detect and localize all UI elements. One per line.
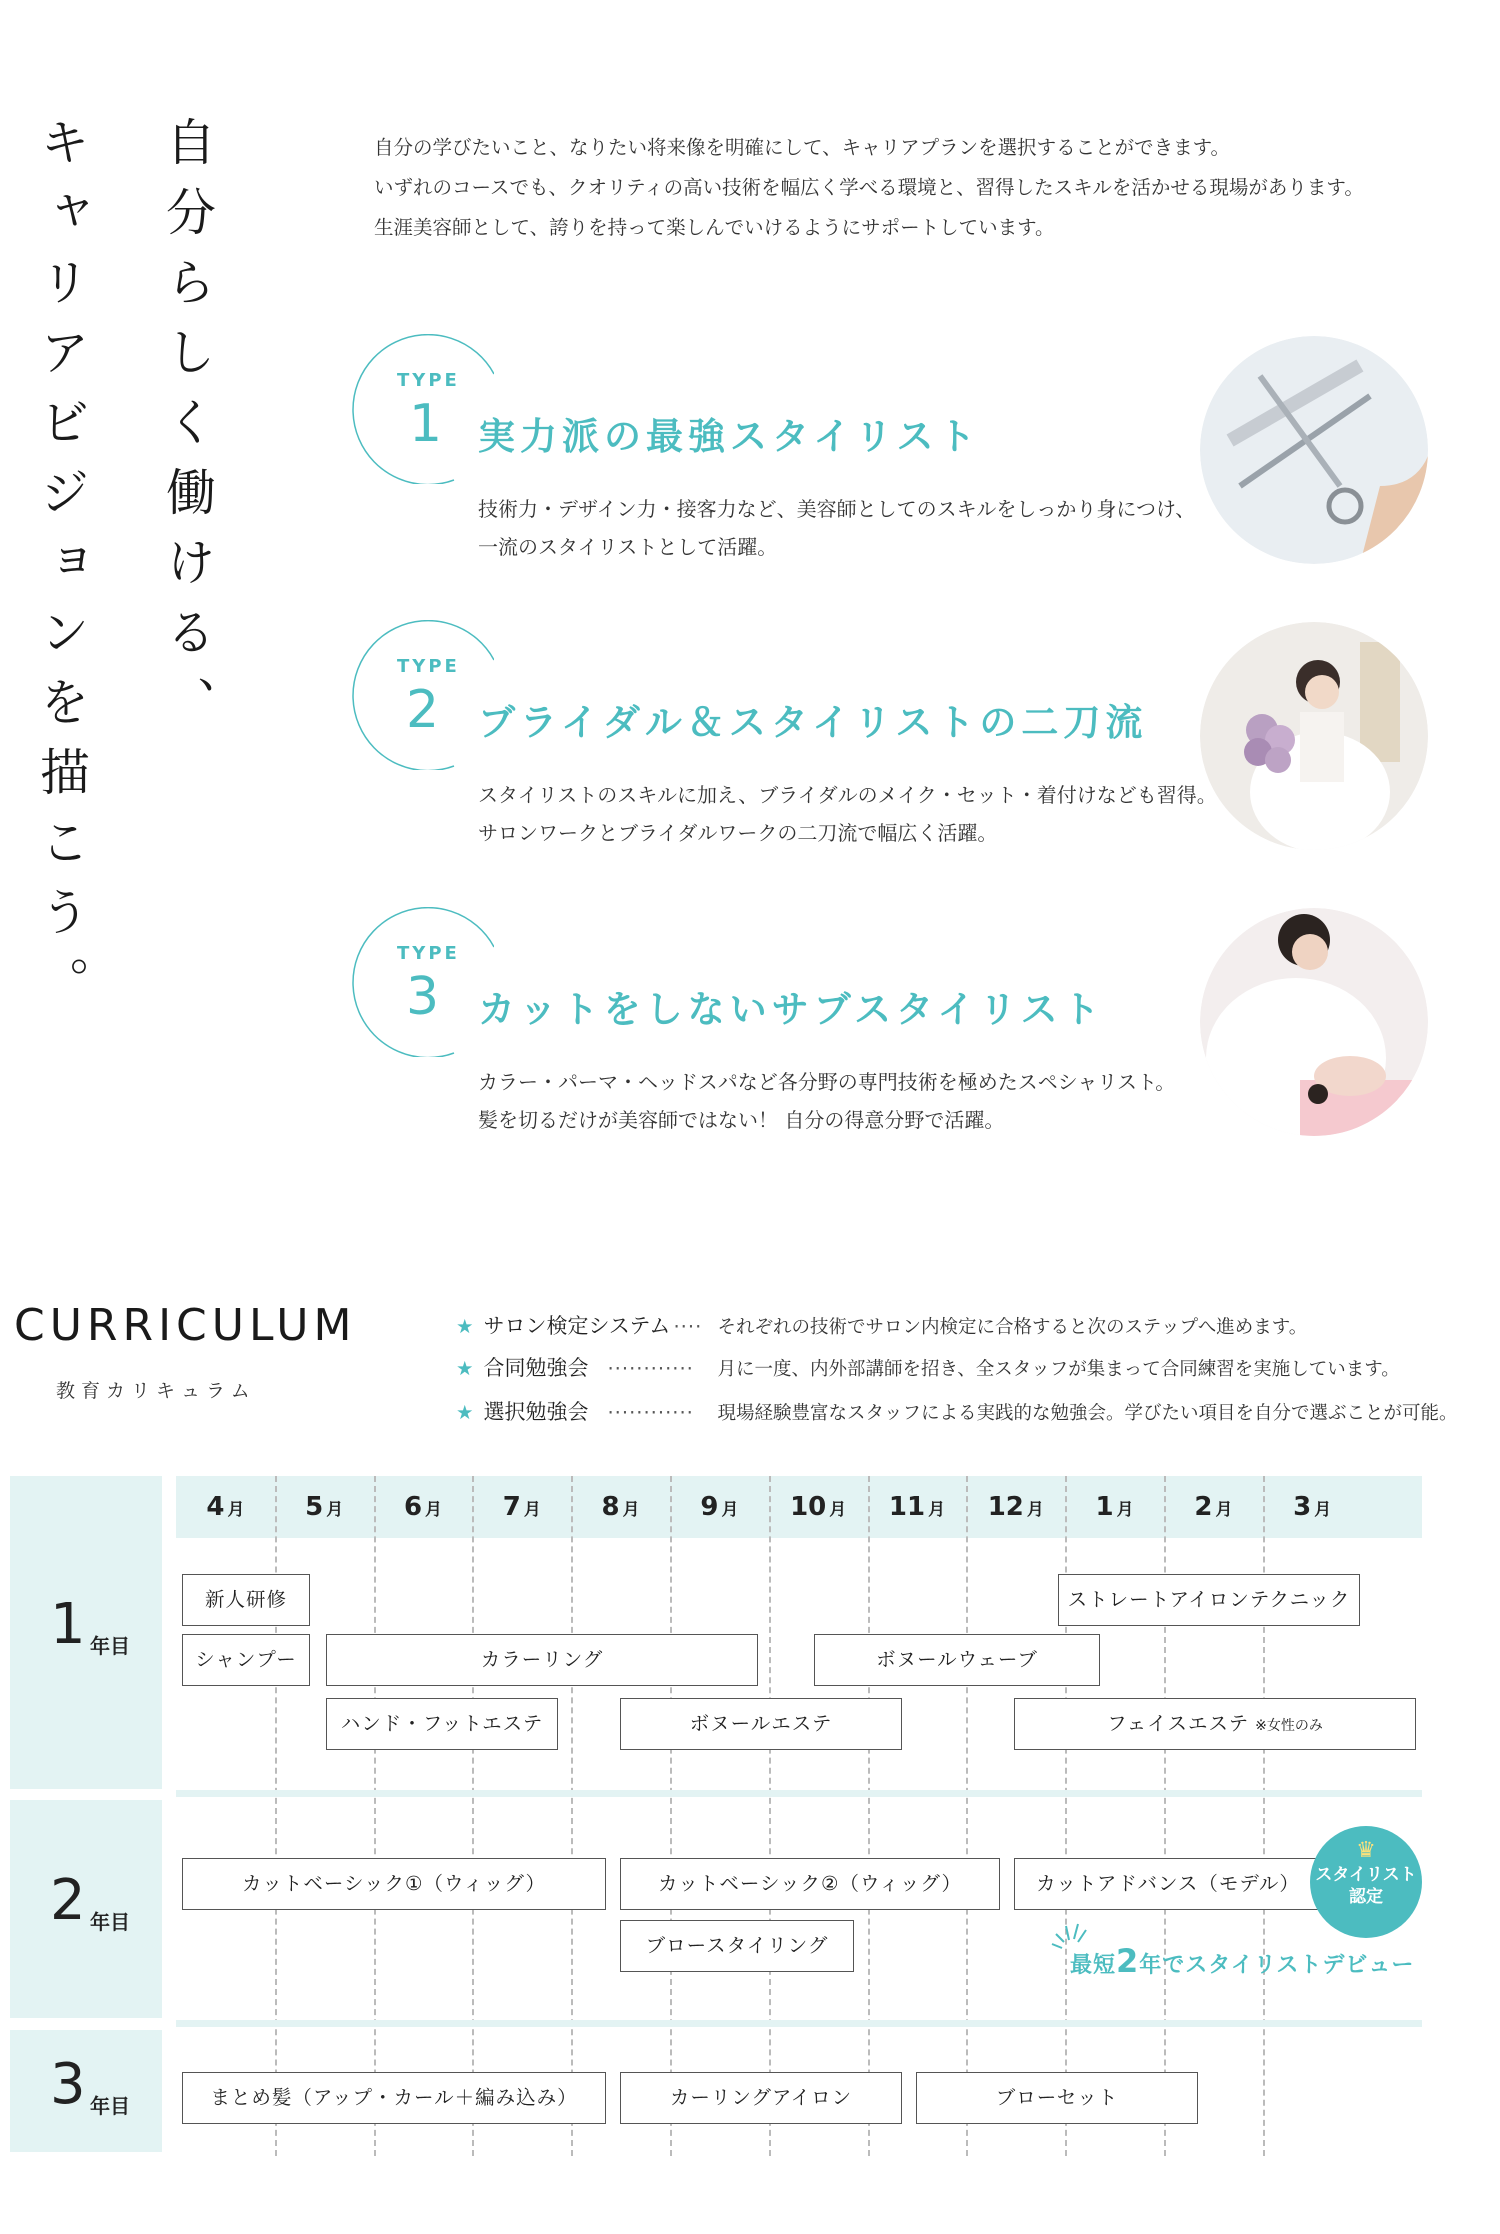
month-label: 8 月: [601, 1492, 640, 1522]
month-label: 7 月: [502, 1492, 541, 1522]
month-label: 1 月: [1095, 1492, 1134, 1522]
type-1-desc: 技術力・デザイン力・接客力など、美容師としてのスキルをしっかり身につけ、 一流のスタイリストとして活躍。: [478, 497, 1196, 559]
type-1-number: 1: [409, 394, 443, 454]
crown-icon: ♛: [1356, 1838, 1376, 1863]
year-2-number: 2: [50, 1868, 86, 1933]
month-divider: [571, 1476, 573, 2156]
course-blow-set: ブローセット: [916, 2072, 1198, 2124]
month-label: 11 月: [888, 1492, 946, 1522]
course-hand-foot-esthe: ハンド・フットエステ: [326, 1698, 558, 1750]
type-1-label: TYPE: [397, 370, 460, 391]
year-3-number: 3: [50, 2052, 86, 2117]
course-coloring: カラーリング: [326, 1634, 758, 1686]
type-2-number: 2: [406, 680, 440, 740]
type-2-label: TYPE: [397, 656, 460, 677]
month-divider: [769, 1476, 771, 2156]
course-cut-basic-1: カットベーシック①（ウィッグ）: [182, 1858, 606, 1910]
type-3-label: TYPE: [397, 943, 460, 964]
course-cut-basic-2: カットベーシック②（ウィッグ）: [620, 1858, 1000, 1910]
course-cut-advance: カットアドバンス（モデル）: [1014, 1858, 1322, 1910]
year-2-label: 年目: [90, 1910, 130, 1934]
month-divider: [374, 1476, 376, 2156]
month-divider: [966, 1476, 968, 2156]
month-label: 5 月: [305, 1492, 344, 1522]
legend-item-joint-study: ★ 合同勉強会 ············ 月に一度、内外部講師を招き、全スタッフが集まって合同練習を実施しています。: [456, 1356, 1400, 1380]
intro-text: 自分の学びたいこと、なりたい将来像を明確にして、キャリアプランを選択することができます。 いずれのコースでも、クオリティの高い技術を幅広く学べる環境と、習得したスキルを活かせる現場があります。 生涯美容師として、誇りを持って楽しんでいけるようにサポートしています。: [374, 136, 1364, 239]
month-label: 6 月: [403, 1492, 443, 1522]
course-shinjin-kenshu: 新人研修: [182, 1574, 310, 1626]
stylist-certified-badge: ♛ スタイリスト 認定: [1310, 1826, 1422, 1938]
type-3-title: カットをしないサブスタイリスト: [478, 988, 1105, 1031]
headline-right: 自分らしく働ける、: [158, 116, 216, 746]
course-curling-iron: カーリングアイロン: [620, 2072, 902, 2124]
headline-left: キャリアビジョンを描こう。: [32, 116, 90, 1026]
month-label: 4 月: [206, 1492, 245, 1522]
course-blow-styling: ブロースタイリング: [620, 1920, 854, 1972]
course-matome-gami: まとめ髪（アップ・カール＋編み込み）: [182, 2072, 606, 2124]
month-divider: [472, 1476, 474, 2156]
month-label: 2 月: [1194, 1492, 1233, 1522]
month-label: 3 月: [1293, 1492, 1332, 1522]
star-icon: ★: [456, 1401, 474, 1424]
month-divider: [868, 1476, 870, 2156]
type-3-desc: カラー・パーマ・ヘッドスパなど各分野の専門技術を極めたスペシャリスト。 髪を切るだけが美容師ではない！ 自分の得意分野で活躍。: [478, 1070, 1176, 1132]
course-bonnaire-esthe: ボヌールエステ: [620, 1698, 902, 1750]
course-bonnaire-wave: ボヌールウェーブ: [814, 1634, 1100, 1686]
course-shampoo: シャンプー: [182, 1634, 310, 1686]
year-3-label: 年目: [90, 2094, 130, 2118]
course-straight-iron: ストレートアイロンテクニック: [1058, 1574, 1360, 1626]
year-1-box: [10, 1476, 162, 1789]
month-divider: [670, 1476, 672, 2156]
scissors-photo: [1200, 336, 1428, 564]
legend-item-elective-study: ★ 選択勉強会 ············ 現場経験豊富なスタッフによる実践的な勉強会。学びたい項目を自分で選ぶことが可能。: [456, 1400, 1458, 1424]
year-separator: [176, 1790, 1422, 1797]
month-label: 10 月: [790, 1492, 847, 1522]
month-label: 9 月: [700, 1492, 739, 1522]
type-2-title: ブライダル＆スタイリストの二刀流: [478, 701, 1148, 744]
stylist-debut-text: 最短2年でスタイリストデビュー: [1070, 1942, 1415, 1980]
star-icon: ★: [456, 1357, 474, 1380]
curriculum-subtitle: 教育カリキュラム: [56, 1380, 256, 1402]
type-3-number: 3: [406, 967, 440, 1027]
month-label: 12 月: [987, 1492, 1044, 1522]
year-1-number: 1: [50, 1592, 86, 1657]
curriculum-title: CURRICULUM: [14, 1300, 357, 1351]
star-icon: ★: [456, 1315, 474, 1338]
year-separator: [176, 2020, 1422, 2027]
type-2-desc: スタイリストのスキルに加え、ブライダルのメイク・セット・着付けなども習得。 サロンワークとブライダルワークの二刀流で幅広く活躍。: [478, 783, 1217, 845]
type-1-title: 実力派の最強スタイリスト: [478, 415, 981, 458]
headspa-photo: [1200, 908, 1428, 1136]
legend-item-salon-exam: ★ サロン検定システム ···· それぞれの技術でサロン内検定に合格すると次のステップへ進めます。: [456, 1314, 1308, 1338]
year-3-box: [10, 2030, 162, 2152]
course-face-esthe: フェイスエステ ※女性のみ: [1014, 1698, 1416, 1750]
year-1-label: 年目: [90, 1634, 130, 1658]
bridal-photo: [1200, 622, 1428, 850]
year-2-box: [10, 1800, 162, 2018]
